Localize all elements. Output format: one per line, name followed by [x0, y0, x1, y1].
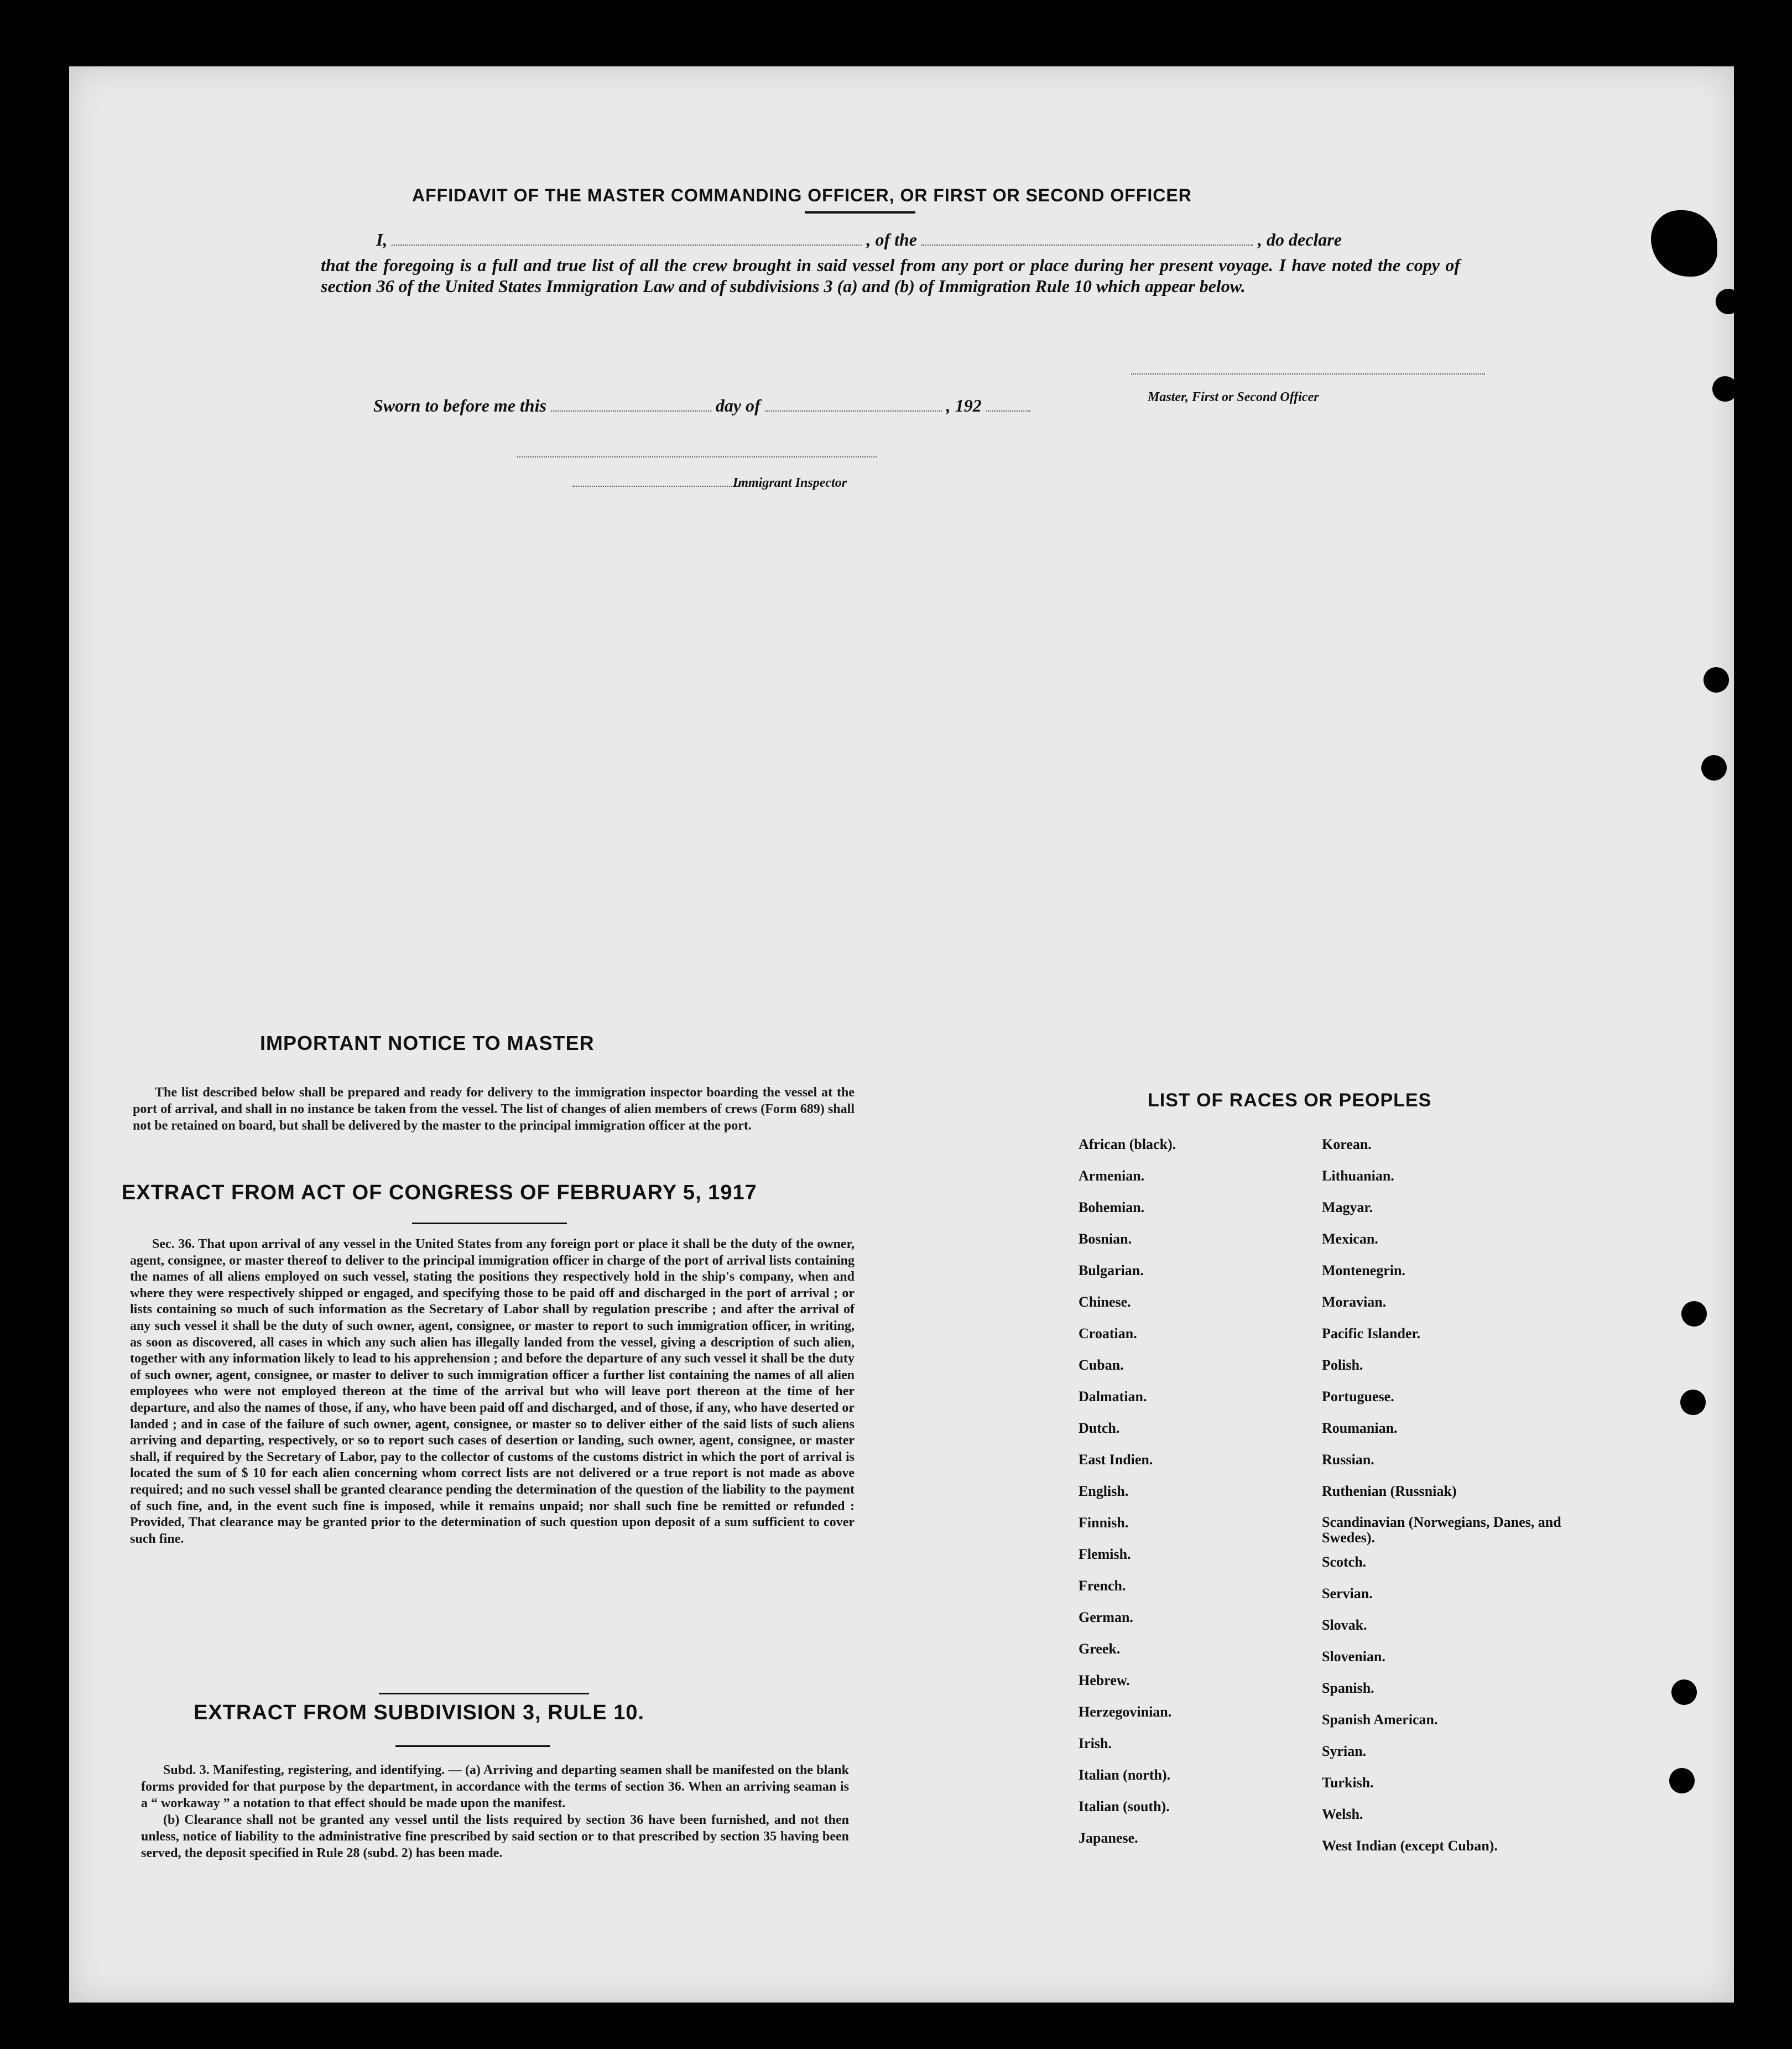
race-item: Bulgarian. — [1079, 1262, 1144, 1278]
race-item: Japanese. — [1079, 1830, 1138, 1846]
affidavit-title: AFFIDAVIT OF THE MASTER COMMANDING OFFICER, OR FIRST OR SECOND OFFICER — [412, 185, 1192, 205]
notice-title: IMPORTANT NOTICE TO MASTER — [260, 1032, 595, 1054]
binder-hole — [1669, 1768, 1695, 1793]
race-item: Russian. — [1322, 1452, 1374, 1468]
affidavit-body: that the foregoing is a full and true list of all the crew brought in said vessel from any port or place during her present voyage. I have noted the copy of section 36 of the United States Immigration Law and of subdivisions 3 (a) and (b) of Immigration Rule 10 which appear below. — [321, 255, 1460, 296]
extract-act-end-rule — [379, 1693, 589, 1694]
sworn-month-field[interactable] — [765, 410, 942, 412]
race-item: Finnish. — [1079, 1515, 1129, 1531]
race-item: Pacific Islander. — [1322, 1325, 1421, 1341]
binder-hole — [1701, 755, 1727, 781]
subdivision-b-paragraph: (b) Clearance shall not be granted any vessel until the lists required by section 36 have been furnished, and not then unless, notice of liability to the administrative fine prescribed by said section or to that prescribed by section 35 having been served, the deposit specified in Rule 28 (subd. 2) has been made. — [141, 1813, 849, 1860]
binder-hole — [1680, 1390, 1706, 1415]
inspector-caption-lead — [572, 486, 738, 487]
races-right-column — [1322, 1128, 1587, 1861]
race-item: Moravian. — [1322, 1294, 1387, 1310]
binder-hole — [1671, 1679, 1697, 1705]
race-item: Portuguese. — [1322, 1388, 1394, 1405]
race-item: Slovenian. — [1322, 1648, 1385, 1665]
notice-text — [133, 1084, 855, 1134]
do-declare-label: , do declare — [1258, 230, 1342, 249]
race-item: Polish. — [1322, 1357, 1363, 1373]
extract-act-text — [130, 1236, 855, 1547]
vessel-name-field[interactable] — [921, 245, 1253, 246]
extract-act-title: EXTRACT FROM ACT OF CONGRESS OF FEBRUARY 5, 1917 — [122, 1181, 757, 1204]
race-item: German. — [1079, 1609, 1133, 1625]
master-name-field[interactable] — [392, 245, 862, 246]
binder-hole — [1681, 1301, 1707, 1327]
race-item: West Indian (except Cuban). — [1322, 1838, 1498, 1854]
race-item: Slovak. — [1322, 1617, 1367, 1633]
section-36-paragraph: Sec. 36. That upon arrival of any vessel in the United States from any foreign port or place it shall be the duty of the owner, agent, consignee, or master thereof to deliver to the principal immigration officer in charge of the port of arrival lists containing the names of all aliens employed on such vessel, stating the positions they respectively hold in the ship's company, when and where they were respectively shipped or engaged, and specifying those to be paid off and discharged in the port of arrival ; or lists containing so much of such information as the Secretary of Labor shall by regulation prescribe ; and after the arrival of any such vessel it shall be the duty of such owner, agent, consignee, or master to report to such immigration officer, in writing, as soon as discovered, all cases in which any such alien has illegally landed from the vessel, giving a description of such alien, together with any information likely to lead to his apprehension ; and before the departure of any such vessel it shall be the duty of such owner, agent, consignee, or master to deliver to such immigration officer a further list containing the names of all alien employees who were not employed thereon at the time of the arrival but who will leave port thereon at the time of her departure, and also the names of those, if any, who have been paid off and discharged, and of those, if any, who have deserted or landed ; and in case of the failure of such owner, agent, consignee, or master so to deliver either of the said lists of such aliens arriving and departing, respectively, or so to report such cases of desertion or landing, such owner, agent, consignee, or master shall, if required by the Secretary of Labor, pay to the collector of customs of the customs district in which the port of arrival is located the sum of $ 10 for each alien concerning whom correct lists are not delivered or a true report is not made as above required; and no such vessel shall be granted clearance pending the determination of the question of the liability to the payment of such fine, and, in the event such fine is imposed, while it remains unpaid; nor shall such fine be remitted or refunded : Provided, That clearance may be granted prior to the determination of such question upon deposit of a sum sufficient to cover such fine. — [130, 1237, 855, 1546]
i-label: I, — [376, 230, 388, 249]
affidavit-declaration-line — [376, 230, 1455, 250]
extract-act-rule — [412, 1223, 567, 1224]
race-item: Bohemian. — [1079, 1199, 1145, 1215]
extract-rule-text — [141, 1762, 849, 1861]
inspector-caption: Immigrant Inspector — [733, 476, 847, 490]
race-item: Croatian. — [1079, 1325, 1137, 1341]
inspector-signature-line[interactable] — [517, 456, 877, 457]
race-item: Dalmatian. — [1079, 1388, 1147, 1405]
race-item: Scandinavian (Norwegians, Danes, and Swedes). — [1322, 1514, 1561, 1546]
notice-paragraph: The list described below shall be prepared and ready for delivery to the immigration inspector boarding the vessel at the port of arrival, and shall in no instance be taken from the vessel. The list of changes of alien members of crews (Form 689) shall not be retained on board, but shall be delivered by the master to the principal immigration officer at the port. — [133, 1085, 855, 1133]
binder-hole — [1704, 667, 1729, 693]
race-item: Syrian. — [1322, 1743, 1367, 1759]
document-sheet — [69, 66, 1734, 2003]
race-item: Korean. — [1322, 1136, 1372, 1152]
extract-rule-title: EXTRACT FROM SUBDIVISION 3, RULE 10. — [194, 1701, 645, 1724]
subdivision-a-paragraph: Subd. 3. Manifesting, registering, and identifying. — (a) Arriving and departing seamen shall be manifested on the blank forms provided for that purpose by the department, in accordance with the terms of section 36. When an arriving seaman is a “ workaway ” a notation to that effect should be made upon the manifest. — [141, 1763, 849, 1811]
race-item: Italian (south). — [1079, 1798, 1170, 1814]
binder-hole — [1712, 376, 1738, 402]
race-item: Bosnian. — [1079, 1231, 1132, 1247]
year-label: , 192 — [946, 396, 982, 415]
races-left-column — [1079, 1128, 1176, 1854]
race-item: Scotch. — [1322, 1554, 1367, 1570]
race-item: Roumanian. — [1322, 1420, 1398, 1436]
sworn-day-field[interactable] — [551, 410, 711, 412]
race-item: English. — [1079, 1483, 1129, 1499]
race-item: African (black). — [1079, 1136, 1176, 1152]
master-signature-caption: Master, First or Second Officer — [1148, 390, 1319, 404]
master-signature-line[interactable] — [1131, 373, 1485, 375]
race-item: Spanish. — [1322, 1680, 1374, 1696]
races-title: LIST OF RACES OR PEOPLES — [1148, 1090, 1432, 1111]
race-item: French. — [1079, 1578, 1126, 1594]
extract-rule-rule — [395, 1745, 550, 1747]
race-item: Spanish American. — [1322, 1712, 1438, 1728]
sworn-year-field[interactable] — [986, 410, 1030, 412]
race-item: Magyar. — [1322, 1199, 1373, 1215]
sworn-label: Sworn to before me this — [373, 396, 546, 415]
race-item: Lithuanian. — [1322, 1168, 1394, 1184]
race-item: Ruthenian (Russniak) — [1322, 1483, 1457, 1499]
race-item: Montenegrin. — [1322, 1262, 1405, 1278]
race-item: Italian (north). — [1079, 1767, 1171, 1783]
race-item: Turkish. — [1322, 1775, 1374, 1791]
race-item: Mexican. — [1322, 1231, 1378, 1247]
race-item: Flemish. — [1079, 1546, 1131, 1562]
race-item: Welsh. — [1322, 1806, 1363, 1822]
race-item: Cuban. — [1079, 1357, 1124, 1373]
of-the-label: , of the — [866, 230, 917, 249]
race-item: Dutch. — [1079, 1420, 1120, 1436]
race-item: Hebrew. — [1079, 1672, 1130, 1688]
race-item: Armenian. — [1079, 1168, 1145, 1184]
race-item: Chinese. — [1079, 1294, 1131, 1310]
sworn-line — [373, 396, 1030, 416]
day-of-label: day of — [715, 396, 760, 415]
race-item: Greek. — [1079, 1641, 1121, 1657]
race-item: Irish. — [1079, 1735, 1112, 1751]
affidavit-title-rule — [805, 211, 915, 214]
binder-hole — [1716, 289, 1741, 314]
race-item: Herzegovinian. — [1079, 1704, 1172, 1720]
race-item: East Indien. — [1079, 1452, 1153, 1468]
race-item: Servian. — [1322, 1585, 1373, 1601]
